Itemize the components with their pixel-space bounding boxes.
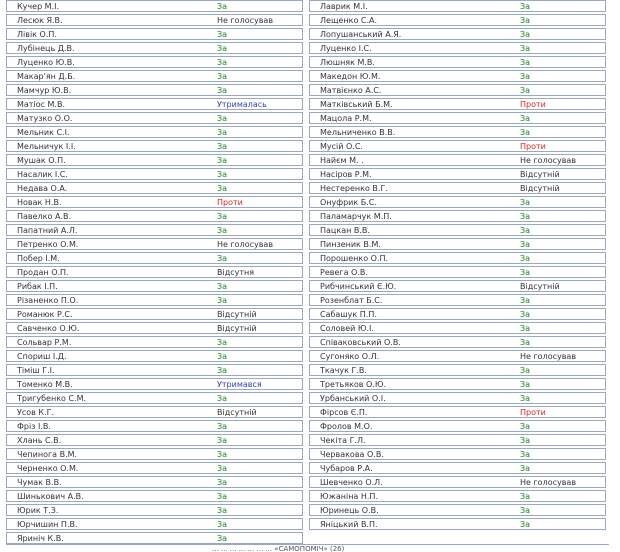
deputy-name: Шинькович А.В. <box>17 492 84 501</box>
deputy-vote: За <box>520 72 531 81</box>
deputy-vote: За <box>520 366 531 375</box>
deputy-name: Розенблат Б.С. <box>320 296 383 305</box>
deputy-row <box>6 84 303 96</box>
deputy-vote: За <box>217 492 228 501</box>
deputy-row <box>6 238 303 250</box>
deputy-row <box>6 168 303 180</box>
deputy-row <box>6 378 303 390</box>
deputy-row <box>6 140 303 152</box>
deputy-row <box>309 140 606 152</box>
deputy-vote: Утрималась <box>217 100 267 109</box>
deputy-row <box>6 0 303 12</box>
deputy-name: Новак Н.В. <box>17 198 62 207</box>
deputy-name: Луценко І.С. <box>320 44 372 53</box>
deputy-vote: Відсутній <box>217 324 257 333</box>
deputy-row <box>309 322 606 334</box>
deputy-name: Матківський Б.М. <box>320 100 393 109</box>
deputy-name: Черненко О.М. <box>17 464 79 473</box>
deputy-vote: За <box>217 156 228 165</box>
deputy-row <box>309 476 606 488</box>
deputy-row <box>309 98 606 110</box>
deputy-name: Паламарчук М.П. <box>320 212 392 221</box>
deputy-row <box>6 196 303 208</box>
deputy-row <box>309 364 606 376</box>
deputy-vote: За <box>520 310 531 319</box>
deputy-name: Насіров Р.М. <box>320 170 372 179</box>
deputy-row <box>6 56 303 68</box>
deputy-vote: За <box>520 212 531 221</box>
deputy-vote: Утримався <box>217 380 262 389</box>
deputy-row <box>309 280 606 292</box>
deputy-vote: За <box>520 436 531 445</box>
deputy-name: Луценко Ю.В. <box>17 58 75 67</box>
deputy-row <box>6 350 303 362</box>
deputy-name: Онуфрик Б.С. <box>320 198 377 207</box>
deputy-vote: Проти <box>520 142 546 151</box>
deputy-vote: За <box>520 16 531 25</box>
deputy-vote: За <box>520 422 531 431</box>
deputy-name: Мусій О.С. <box>320 142 363 151</box>
deputy-vote: За <box>217 58 228 67</box>
deputy-name: Тіміш Г.І. <box>17 366 55 375</box>
deputy-vote: За <box>520 226 531 235</box>
deputy-name: Співаковський О.В. <box>320 338 401 347</box>
deputy-name: Чубаров Р.А. <box>320 464 373 473</box>
deputy-row <box>309 392 606 404</box>
deputy-row <box>309 350 606 362</box>
deputy-vote: За <box>217 366 228 375</box>
deputy-row <box>6 462 303 474</box>
deputy-vote: За <box>217 254 228 263</box>
deputy-name: Фірсов Є.П. <box>320 408 368 417</box>
deputy-vote: Відсутній <box>520 184 560 193</box>
deputy-name: Третьяков О.Ю. <box>320 380 387 389</box>
deputy-name: Матіос М.В. <box>17 100 65 109</box>
deputy-name: Лопушанський А.Я. <box>320 30 402 39</box>
deputy-row <box>6 294 303 306</box>
deputy-vote: За <box>217 170 228 179</box>
deputy-vote: За <box>217 44 228 53</box>
deputy-name: Лубінець Д.В. <box>17 44 75 53</box>
deputy-row <box>309 70 606 82</box>
deputy-vote: За <box>217 114 228 123</box>
deputy-vote: За <box>520 128 531 137</box>
deputy-name: Сабашук П.П. <box>320 310 377 319</box>
deputy-vote: За <box>217 86 228 95</box>
deputy-name: Нестеренко В.Г. <box>320 184 388 193</box>
deputy-vote: За <box>217 184 228 193</box>
deputy-name: Матвієнко А.С. <box>320 86 382 95</box>
deputy-vote: За <box>520 86 531 95</box>
deputy-name: Петренко О.М. <box>17 240 79 249</box>
deputy-row <box>309 448 606 460</box>
deputy-vote: За <box>217 72 228 81</box>
deputy-vote: За <box>520 492 531 501</box>
deputy-row <box>309 308 606 320</box>
deputy-vote: За <box>217 478 228 487</box>
deputy-name: Пинзеник В.М. <box>320 240 381 249</box>
deputy-vote: За <box>217 450 228 459</box>
deputy-row <box>6 154 303 166</box>
deputy-row <box>309 126 606 138</box>
deputy-vote: За <box>520 394 531 403</box>
deputy-vote: За <box>217 30 228 39</box>
next-faction-title: ... ... ... ... ... ... ... «САМОПОМІЧ» (26) <box>212 545 345 552</box>
deputy-name: Чепинога В.М. <box>17 450 78 459</box>
deputy-row <box>6 364 303 376</box>
deputy-name: Лесюк Я.В. <box>17 16 63 25</box>
deputy-name: Фролов М.О. <box>320 422 373 431</box>
deputy-vote: За <box>217 520 228 529</box>
right-column <box>309 0 606 532</box>
deputy-row <box>6 406 303 418</box>
deputy-name: Папатний А.Л. <box>17 226 78 235</box>
deputy-name: Сугоняко О.Л. <box>320 352 380 361</box>
deputy-row <box>309 196 606 208</box>
deputy-row <box>6 42 303 54</box>
deputy-name: Шевченко О.Л. <box>320 478 383 487</box>
deputy-row <box>309 266 606 278</box>
deputy-name: Мельниченко В.В. <box>320 128 396 137</box>
deputy-name: Спориш І.Д. <box>17 352 67 361</box>
deputy-name: Мельничук І.І. <box>17 142 76 151</box>
deputy-name: Мельник С.І. <box>17 128 70 137</box>
deputy-vote: За <box>520 506 531 515</box>
deputy-name: Мамчур Ю.В. <box>17 86 72 95</box>
deputy-row <box>6 420 303 432</box>
deputy-vote: За <box>520 2 531 11</box>
deputy-vote: За <box>520 338 531 347</box>
deputy-name: Тригубенко С.М. <box>17 394 87 403</box>
deputy-row <box>6 224 303 236</box>
deputy-row <box>6 434 303 446</box>
deputy-vote: За <box>520 44 531 53</box>
deputy-row <box>6 252 303 264</box>
deputy-name: Соловей Ю.І. <box>320 324 374 333</box>
deputy-row <box>6 476 303 488</box>
deputy-row <box>309 84 606 96</box>
deputy-name: Матузко О.О. <box>17 114 73 123</box>
deputy-name: Сольвар Р.М. <box>17 338 72 347</box>
deputy-name: Ревега О.В. <box>320 268 368 277</box>
deputy-vote: За <box>520 380 531 389</box>
deputy-vote: За <box>217 128 228 137</box>
deputy-vote: Відсутній <box>520 282 560 291</box>
deputy-row <box>309 336 606 348</box>
deputy-vote: За <box>217 506 228 515</box>
deputy-row <box>6 392 303 404</box>
deputy-vote: За <box>520 520 531 529</box>
deputy-vote: Не голосував <box>520 156 577 165</box>
deputy-row <box>309 406 606 418</box>
deputy-vote: Відсутній <box>520 170 560 179</box>
deputy-row <box>309 490 606 502</box>
deputy-name: Юрик Т.З. <box>17 506 59 515</box>
deputy-name: Люшняк М.В. <box>320 58 375 67</box>
deputy-name: Ткачук Г.В. <box>320 366 367 375</box>
deputy-vote: За <box>520 254 531 263</box>
deputy-vote: Відсутня <box>217 268 255 277</box>
deputy-vote: За <box>520 268 531 277</box>
deputy-row <box>309 378 606 390</box>
deputy-vote: За <box>217 422 228 431</box>
deputy-row <box>309 210 606 222</box>
deputy-name: Рибчинський Є.Ю. <box>320 282 397 291</box>
deputy-name: Юринець О.В. <box>320 506 379 515</box>
deputy-vote: За <box>520 296 531 305</box>
deputy-vote: Відсутній <box>217 310 257 319</box>
deputy-vote: За <box>520 464 531 473</box>
deputy-row <box>6 182 303 194</box>
deputy-name: Рибак І.П. <box>17 282 58 291</box>
deputy-name: Недава О.А. <box>17 184 68 193</box>
deputy-row <box>6 322 303 334</box>
deputy-vote: За <box>217 394 228 403</box>
deputy-vote: Не голосував <box>217 240 274 249</box>
deputy-vote: За <box>217 338 228 347</box>
deputy-row <box>309 224 606 236</box>
deputy-vote: Не голосував <box>520 478 577 487</box>
deputy-vote: За <box>520 198 531 207</box>
deputy-vote: За <box>520 30 531 39</box>
deputy-row <box>309 252 606 264</box>
deputy-name: Кучер М.І. <box>17 2 60 11</box>
deputy-vote: За <box>217 142 228 151</box>
deputy-row <box>6 518 303 530</box>
deputy-name: Македон Ю.М. <box>320 72 381 81</box>
deputy-vote: За <box>217 282 228 291</box>
deputy-row <box>6 126 303 138</box>
deputy-name: Южаніна Н.П. <box>320 492 378 501</box>
deputy-vote: Не голосував <box>520 352 577 361</box>
deputy-name: Томенко М.В. <box>17 380 73 389</box>
deputy-name: Пацкан В.В. <box>320 226 370 235</box>
deputy-row <box>6 98 303 110</box>
deputy-row <box>309 238 606 250</box>
deputy-vote: За <box>520 240 531 249</box>
deputy-row <box>6 28 303 40</box>
deputy-vote: За <box>217 296 228 305</box>
deputy-row <box>6 210 303 222</box>
deputy-vote: Проти <box>217 198 243 207</box>
deputy-name: Романюк Р.С. <box>17 310 73 319</box>
deputy-row <box>6 280 303 292</box>
deputy-row <box>309 434 606 446</box>
deputy-row <box>6 490 303 502</box>
deputy-name: Чекіта Г.Л. <box>320 436 366 445</box>
deputy-name: Чумак В.В. <box>17 478 62 487</box>
deputy-row <box>309 420 606 432</box>
deputy-vote: Проти <box>520 408 546 417</box>
deputy-vote: За <box>217 226 228 235</box>
deputy-name: Макар'ян Д.Б. <box>17 72 76 81</box>
deputy-name: Павелко А.В. <box>17 212 71 221</box>
deputy-row <box>309 14 606 26</box>
deputy-name: Усов К.Г. <box>17 408 55 417</box>
deputy-name: Червакова О.В. <box>320 450 384 459</box>
deputy-row <box>6 336 303 348</box>
deputy-name: Савченко О.Ю. <box>17 324 80 333</box>
deputy-row <box>6 70 303 82</box>
deputy-row <box>309 42 606 54</box>
deputy-row <box>6 112 303 124</box>
deputy-name: Порошенко О.П. <box>320 254 389 263</box>
deputy-row <box>309 112 606 124</box>
deputy-row <box>309 518 606 530</box>
deputy-row <box>309 168 606 180</box>
deputy-vote: За <box>217 464 228 473</box>
deputy-name: Яриніч К.В. <box>17 534 64 543</box>
deputy-name: Яніцький В.П. <box>320 520 378 529</box>
deputy-vote: За <box>217 212 228 221</box>
deputy-name: Різаненко П.О. <box>17 296 79 305</box>
deputy-name: Найєм М. . <box>320 156 364 165</box>
deputy-name: Мушак О.П. <box>17 156 66 165</box>
deputy-row <box>6 532 303 544</box>
deputy-name: Фріз І.В. <box>17 422 51 431</box>
deputy-name: Лівік О.П. <box>17 30 57 39</box>
deputy-vote: За <box>520 58 531 67</box>
deputy-name: Мацола Р.М. <box>320 114 372 123</box>
deputy-name: Продан О.П. <box>17 268 69 277</box>
deputy-row <box>309 504 606 516</box>
deputy-row <box>309 154 606 166</box>
deputy-row <box>309 0 606 12</box>
deputy-name: Юрчишин П.В. <box>17 520 78 529</box>
deputy-row <box>6 14 303 26</box>
deputy-vote: За <box>520 324 531 333</box>
deputy-row <box>309 294 606 306</box>
left-column <box>6 0 303 546</box>
deputy-name: Лещенко С.А. <box>320 16 378 25</box>
deputy-name: Урбанський О.І. <box>320 394 386 403</box>
deputy-name: Хлань С.В. <box>17 436 62 445</box>
deputy-vote: За <box>217 352 228 361</box>
deputy-vote: Відсутній <box>217 408 257 417</box>
deputy-name: Насалик І.С. <box>17 170 68 179</box>
deputy-name: Лаврик М.І. <box>320 2 368 11</box>
deputy-row <box>309 182 606 194</box>
deputy-row <box>309 462 606 474</box>
deputy-row <box>6 504 303 516</box>
deputy-row <box>309 56 606 68</box>
deputy-vote: За <box>217 436 228 445</box>
deputy-vote: Не голосував <box>217 16 274 25</box>
deputy-row <box>6 448 303 460</box>
deputy-vote: За <box>217 534 228 543</box>
deputy-row <box>6 308 303 320</box>
deputy-vote: За <box>520 450 531 459</box>
deputy-vote: Проти <box>520 100 546 109</box>
deputy-row <box>6 266 303 278</box>
deputy-row <box>309 28 606 40</box>
deputy-vote: За <box>217 2 228 11</box>
deputy-vote: За <box>520 114 531 123</box>
deputy-name: Побер І.М. <box>17 254 60 263</box>
